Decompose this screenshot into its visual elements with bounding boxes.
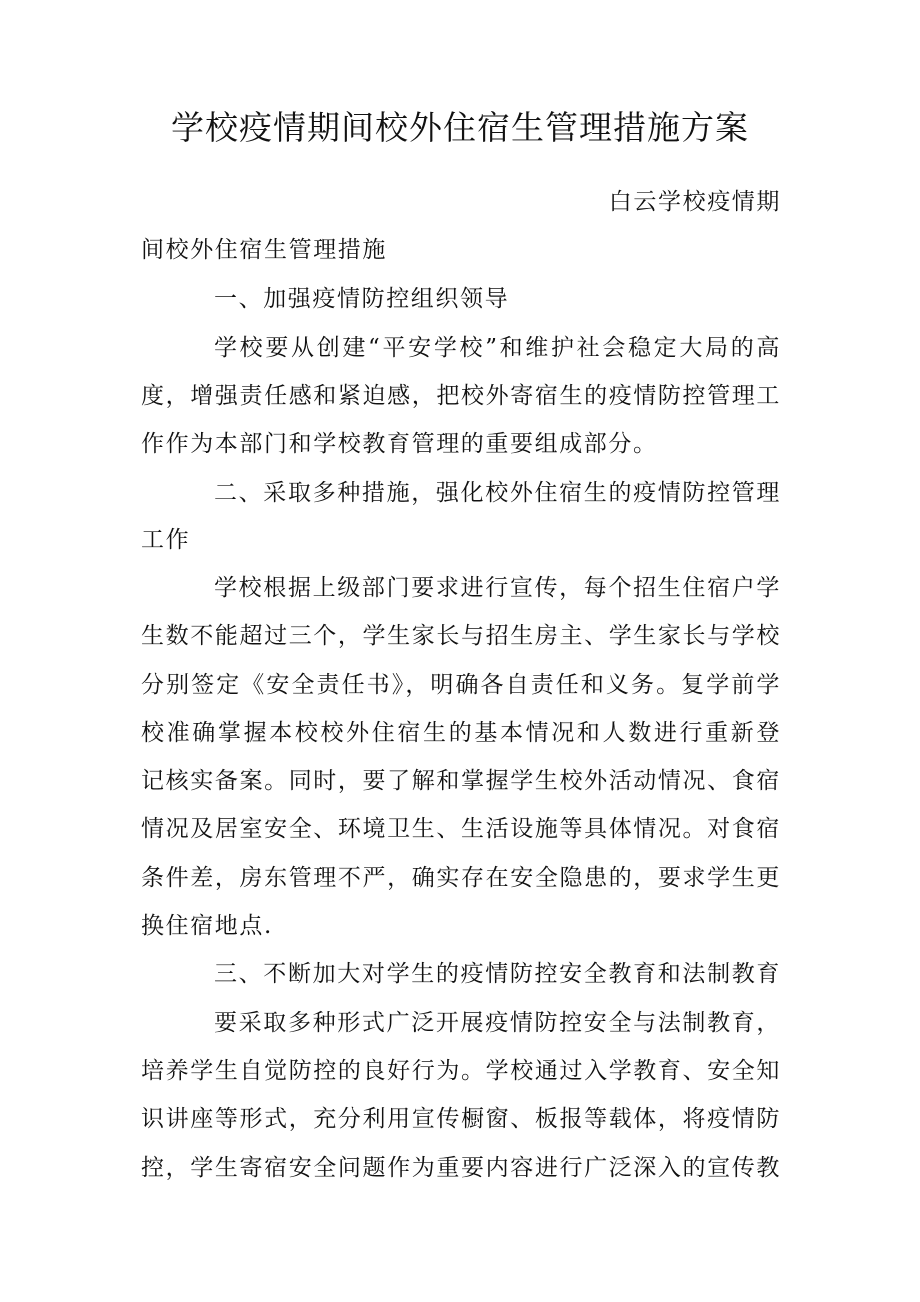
paragraph-3-line-3: 识讲座等形式，充分利用宣传橱窗、板报等载体，将疫情防	[141, 1106, 781, 1132]
paragraph-1-line-3: 作作为本部门和学校教育管理的重要组成部分。	[141, 431, 658, 457]
paragraph-2-line-5: 记核实备案。同时，要了解和掌握学生校外活动情况、食宿	[141, 768, 781, 794]
paragraph-2-line-3: 分别签定《安全责任书》，明确各自责任和义务。复学前学	[141, 672, 781, 698]
paragraph-1-line-1: 学校要从创建“平安学校”和维护社会稳定大局的高	[214, 335, 781, 361]
paragraph-3-line-4: 控，学生寄宿安全问题作为重要内容进行广泛深入的宣传教	[141, 1155, 781, 1181]
paragraph-3-line-2: 培养学生自觉防控的良好行为。学校通过入学教育、安全知	[141, 1058, 781, 1084]
author-line-1: 白云学校疫情期	[608, 189, 781, 215]
paragraph-3-line-1: 要采取多种形式广泛开展疫情防控安全与法制教育，	[214, 1010, 781, 1036]
paragraph-2-line-7: 条件差，房东管理不严，确实存在安全隐患的，要求学生更	[141, 865, 781, 891]
section-heading-2-cont: 工作	[141, 527, 191, 553]
author-line-2: 间校外住宿生管理措施	[141, 237, 387, 263]
paragraph-2-line-4: 校准确掌握本校校外住宿生的基本情况和人数进行重新登	[141, 720, 781, 746]
paragraph-2-line-8: 换住宿地点.	[141, 913, 273, 939]
document-title: 学校疫情期间校外住宿生管理措施方案	[171, 108, 749, 147]
paragraph-1-line-2: 度，增强责任感和紧迫感，把校外寄宿生的疫情防控管理工	[141, 383, 781, 409]
paragraph-2-line-1: 学校根据上级部门要求进行宣传，每个招生住宿户学	[214, 575, 781, 601]
section-heading-3: 三、不断加大对学生的疫情防控安全教育和法制教育	[214, 961, 781, 987]
section-heading-2: 二、采取多种措施，强化校外住宿生的疫情防控管理	[214, 480, 781, 506]
paragraph-2-line-6: 情况及居室安全、环境卫生、生活设施等具体情况。对食宿	[141, 816, 781, 842]
paragraph-2-line-2: 生数不能超过三个，学生家长与招生房主、学生家长与学校	[141, 623, 781, 649]
section-heading-1: 一、加强疫情防控组织领导	[214, 286, 510, 312]
